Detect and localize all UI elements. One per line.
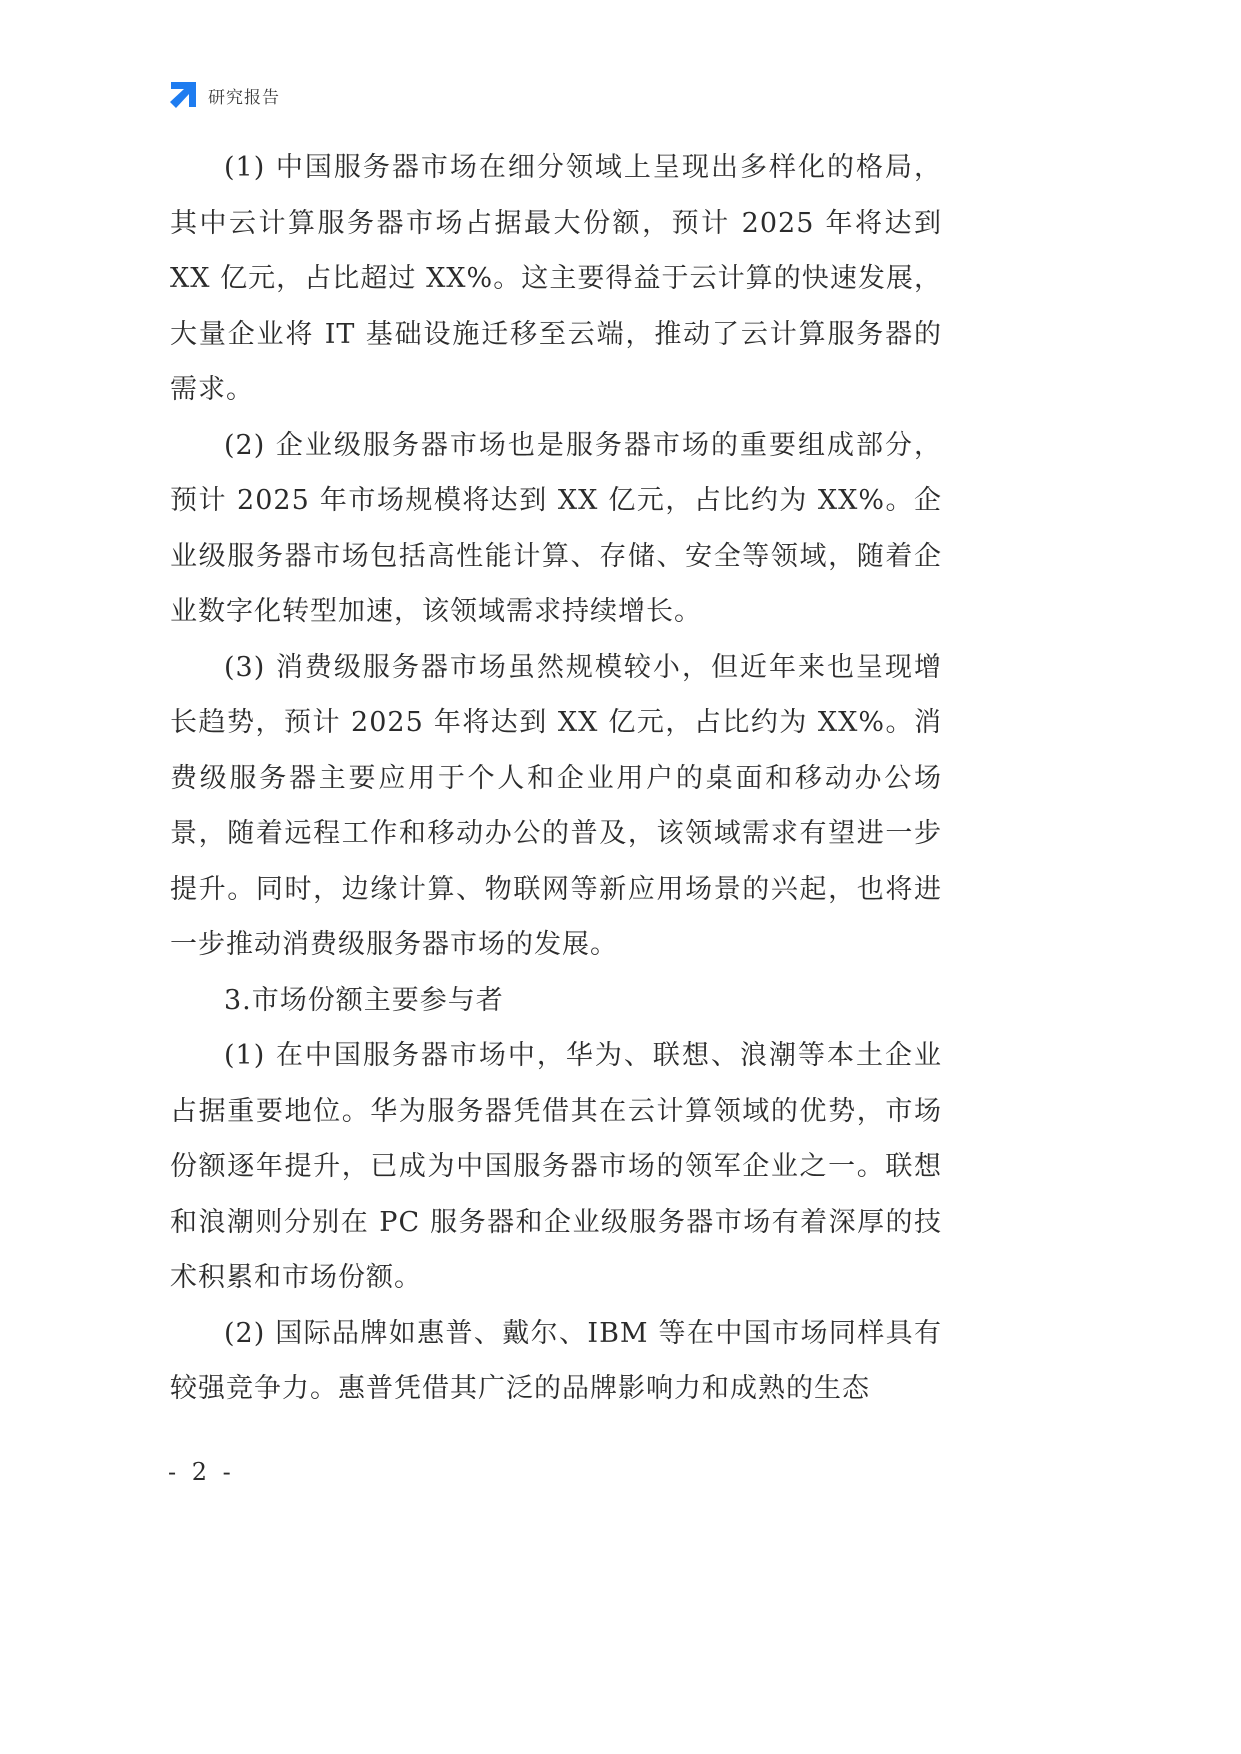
section-heading: 3.市场份额主要参与者	[224, 984, 504, 1016]
paragraph-international-players: (2) 国际品牌如惠普、戴尔、IBM 等在中国市场同样具有较强竞争力。惠普凭借其广泛的品牌影响力和成熟的生态	[170, 1317, 942, 1404]
report-header	[168, 80, 280, 110]
arrow-up-right-logo-icon	[168, 80, 198, 110]
header-title: 研究报告	[208, 87, 280, 108]
page-number: - 2 -	[168, 1458, 235, 1486]
paragraph-cloud-servers: (1) 中国服务器市场在细分领域上呈现出多样化的格局，其中云计算服务器市场占据最大份额，预计 2025 年将达到 XX 亿元，占比超过 XX%。这主要得益于云计算的快速发展，大量企业将 IT 基础设施迁移至云端，推动了云计算服务器的需求。	[170, 152, 942, 405]
paragraph-enterprise-servers: (2) 企业级服务器市场也是服务器市场的重要组成部分，预计 2025 年市场规模将达到 XX 亿元，占比约为 XX%。企业级服务器市场包括高性能计算、存储、安全等领域，随着企业数字化转型加速，该领域需求持续增长。	[170, 429, 942, 627]
paragraph-domestic-players: (1) 在中国服务器市场中，华为、联想、浪潮等本土企业占据重要地位。华为服务器凭借其在云计算领域的优势，市场份额逐年提升，已成为中国服务器市场的领军企业之一。联想和浪潮则分别在 PC 服务器和企业级服务器市场有着深厚的技术积累和市场份额。	[170, 1040, 942, 1293]
paragraph-consumer-servers: (3) 消费级服务器市场虽然规模较小，但近年来也呈现增长趋势，预计 2025 年将达到 XX 亿元，占比约为 XX%。消费级服务器主要应用于个人和企业用户的桌面和移动办公场景，随着远程工作和移动办公的普及，该领域需求有望进一步提升。同时，边缘计算、物联网等新应用场景的兴起，也将进一步推动消费级服务器市场的发展。	[170, 651, 942, 960]
document-body	[170, 140, 942, 1417]
